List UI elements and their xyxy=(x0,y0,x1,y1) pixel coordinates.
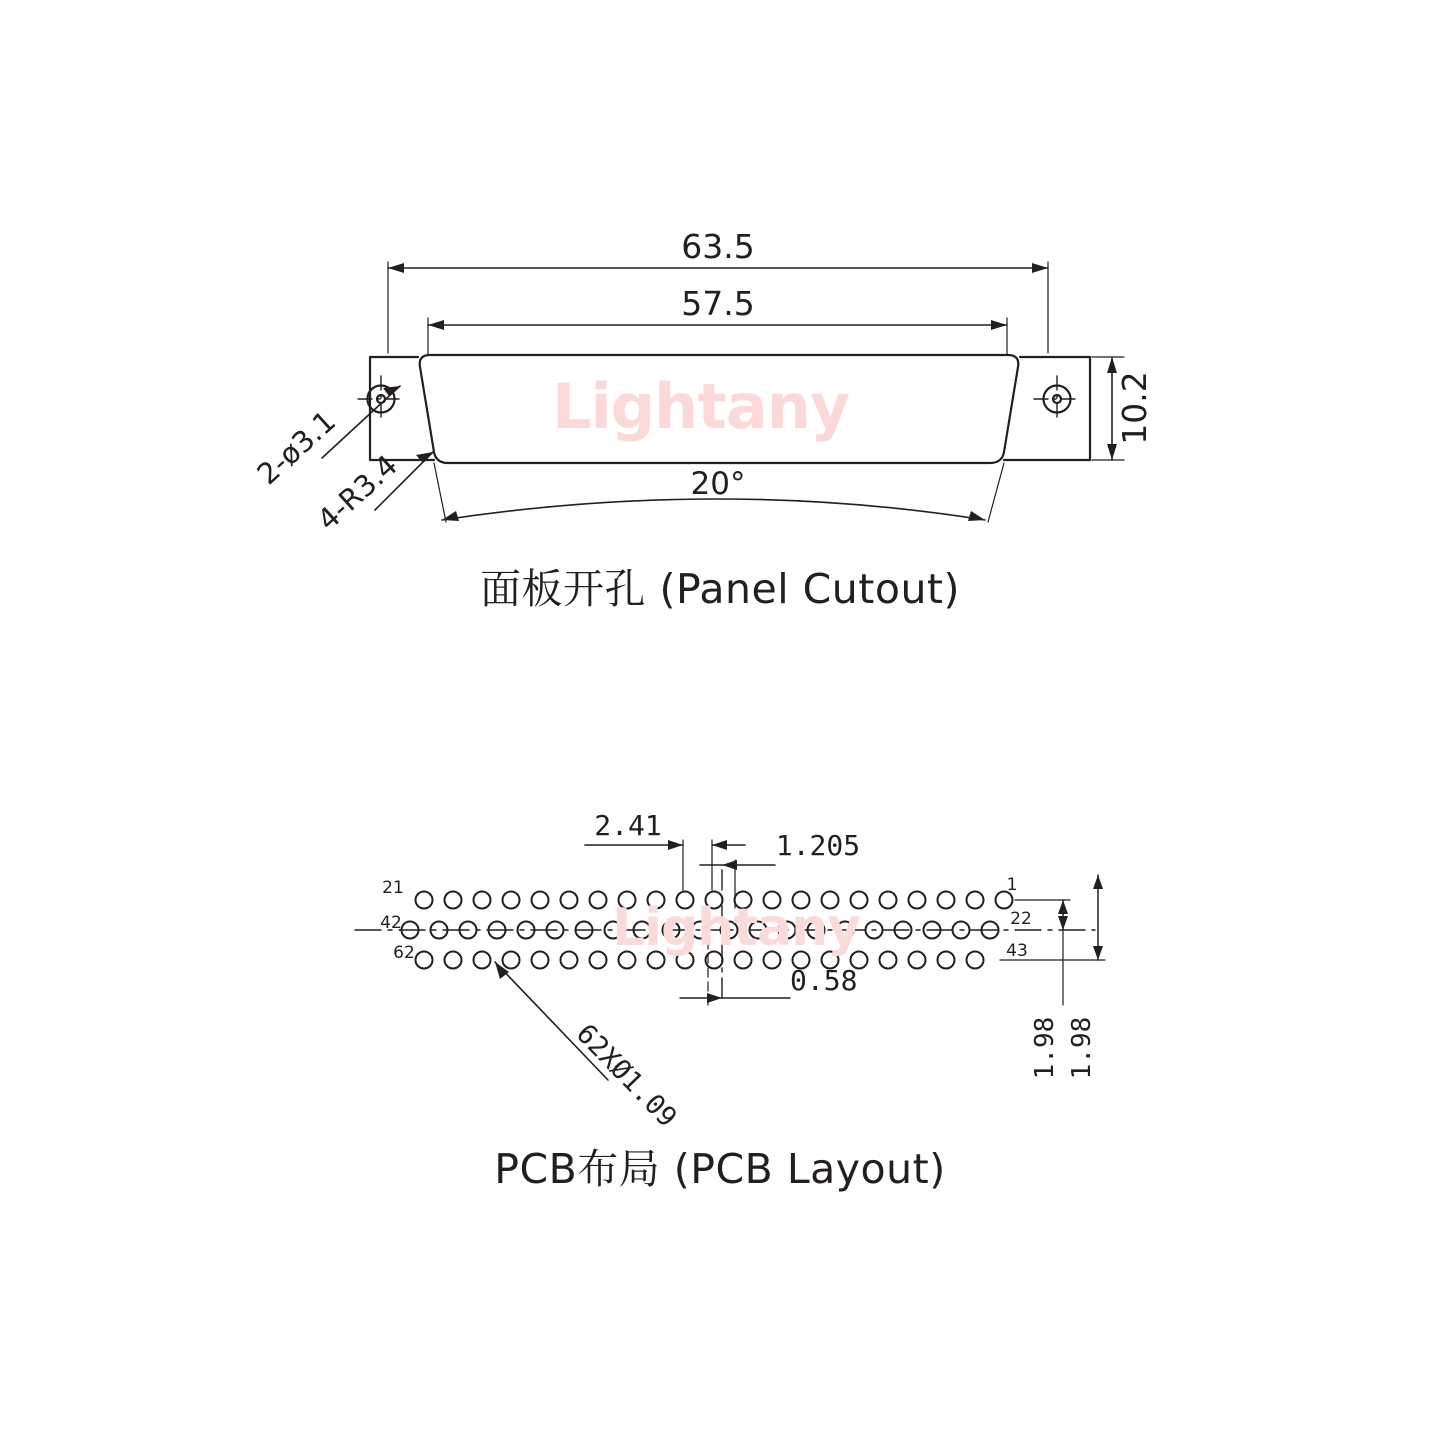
note-label-holes: 2-ø3.1 xyxy=(250,403,343,492)
pin-label-row2-left: 42 xyxy=(380,913,402,933)
pin-label-row3-right: 43 xyxy=(1006,941,1028,961)
left-ear xyxy=(370,357,434,460)
dim-angle-arrow-right xyxy=(968,511,985,521)
watermark-bottom: Lightany xyxy=(612,898,861,958)
dim-angle-ext-left xyxy=(434,463,446,522)
dim-1-98-b-arrow-bot xyxy=(1093,946,1103,960)
dim-label-63-5: 63.5 xyxy=(681,227,755,266)
note-label-pcb-holes: 62XØ1.09 xyxy=(569,1018,683,1134)
dim-10-2-arrow-bottom xyxy=(1107,444,1117,460)
dim-angle-arc xyxy=(442,499,985,520)
dim-label-10-2: 10.2 xyxy=(1115,371,1154,445)
dim-label-2-41: 2.41 xyxy=(594,809,662,842)
left-hole-crosshair xyxy=(358,376,404,422)
dim-label-0-58: 0.58 xyxy=(790,964,858,997)
panel-cutout-caption: 面板开孔 (Panel Cutout) xyxy=(480,565,960,613)
pin-label-row2-right: 22 xyxy=(1010,909,1032,929)
dim-2-41-arrow xyxy=(668,840,683,850)
pin-label-row1-right: 1 xyxy=(1006,875,1018,895)
dim-1-98-a-arrow-top xyxy=(1058,900,1068,914)
pcb-hole-row-bottom xyxy=(416,952,984,969)
dim-0-58-arrow xyxy=(707,993,722,1003)
dim-label-1-205: 1.205 xyxy=(775,829,861,862)
dim-1-98-b-arrow-top xyxy=(1093,875,1103,889)
pcb-hole-row-top xyxy=(416,892,1013,909)
pcb-layout-drawing xyxy=(0,790,1440,1170)
right-hole-crosshair xyxy=(1034,376,1080,422)
leader-pcb-holes-arrow xyxy=(495,962,509,979)
dim-57-5-arrow-right xyxy=(991,320,1007,330)
dim-10-2-arrow-top xyxy=(1107,357,1117,373)
dim-57-5-ext xyxy=(428,318,1007,355)
pin-label-row3-left: 62 xyxy=(393,943,415,963)
dim-57-5-arrow-left xyxy=(428,320,444,330)
panel-cutout-drawing xyxy=(0,0,1440,560)
dim-label-angle: 20° xyxy=(690,466,746,502)
pin-label-row1-left: 21 xyxy=(382,878,404,898)
dim-label-57-5: 57.5 xyxy=(681,284,755,323)
dim-label-1-98-a: 1.98 xyxy=(1030,1016,1060,1080)
dim-63-5-arrow-right xyxy=(1032,263,1048,273)
dim-angle-ext-right xyxy=(988,463,1004,522)
dim-63-5-arrow-left xyxy=(388,263,404,273)
note-label-radius: 4-R3.4 xyxy=(310,448,405,538)
dim-2-41-arrow-b xyxy=(712,840,727,850)
cutout-outline xyxy=(420,355,1019,463)
pcb-layout-caption: PCB布局 (PCB Layout) xyxy=(494,1145,946,1193)
watermark-top: Lightany xyxy=(552,370,850,443)
dim-label-1-98-b: 1.98 xyxy=(1067,1016,1097,1080)
dim-1-98-a-arrow-bot xyxy=(1058,916,1068,930)
